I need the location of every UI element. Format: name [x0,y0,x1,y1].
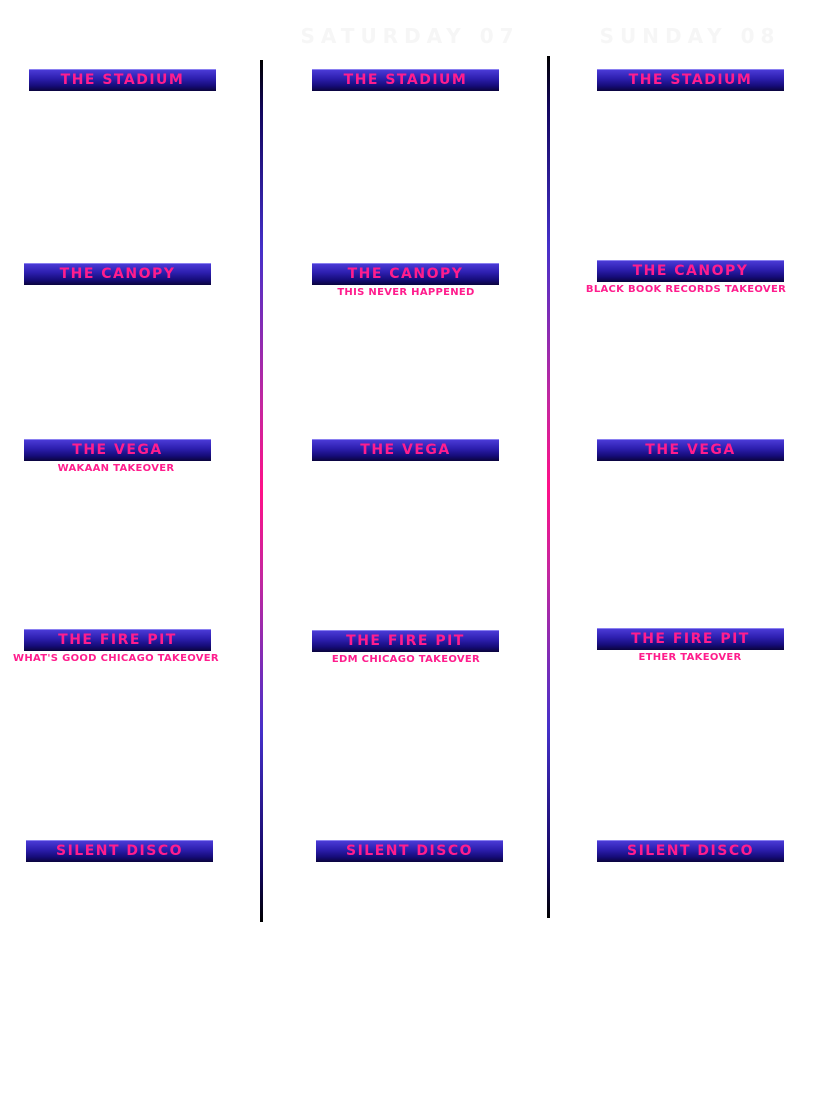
stage-banner-canopy: THE CANOPY [597,260,784,282]
stage-banner-stadium: THE STADIUM [312,69,499,91]
stage-banner-stadium: THE STADIUM [597,69,784,91]
stage-banner-vega: THE VEGA [24,439,211,461]
stage-banner-silent-disco: SILENT DISCO [316,840,503,862]
stage-banner-canopy: THE CANOPY [312,263,499,285]
takeover-label: WAKAAN TAKEOVER [57,463,175,474]
stage-banner-stadium: THE STADIUM [29,69,216,91]
stage-banner-silent-disco: SILENT DISCO [26,840,213,862]
stage-banner-fire-pit: THE FIRE PIT [597,628,784,650]
stage-banner-vega: THE VEGA [312,439,499,461]
takeover-label: WHAT'S GOOD CHICAGO TAKEOVER [13,653,219,664]
stage-banner-fire-pit: THE FIRE PIT [312,630,499,652]
column-divider-1 [260,60,263,922]
takeover-label: EDM CHICAGO TAKEOVER [331,654,481,665]
takeover-label: ETHER TAKEOVER [638,652,742,663]
stage-banner-fire-pit: THE FIRE PIT [24,629,211,651]
day-header-saturday: SATURDAY 07 [300,24,520,48]
takeover-label: THIS NEVER HAPPENED [337,287,475,298]
column-divider-2 [547,56,550,918]
takeover-label: BLACK BOOK RECORDS TAKEOVER [585,284,787,295]
stage-banner-silent-disco: SILENT DISCO [597,840,784,862]
stage-banner-vega: THE VEGA [597,439,784,461]
stage-banner-canopy: THE CANOPY [24,263,211,285]
day-header-sunday: SUNDAY 08 [599,24,781,48]
